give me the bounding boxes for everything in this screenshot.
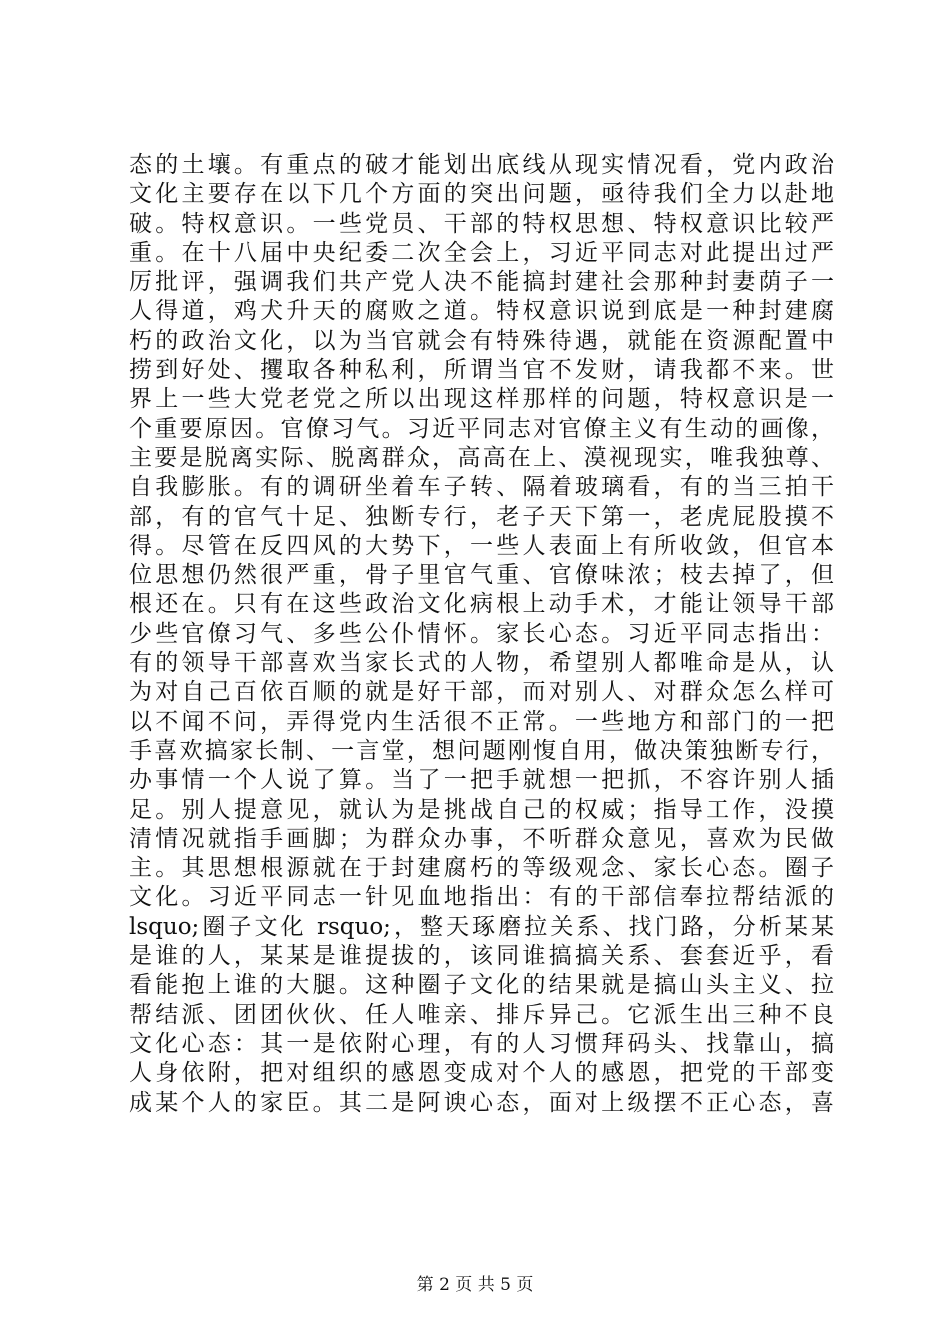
text-line: lsquo;圈子文化 rsquo;，整天琢磨拉关系、找门路，分析某某 [129,913,834,940]
text-line: 文化。习近平同志一针见血地指出：有的干部信奉拉帮结派的 [129,884,834,911]
text-line: 得。尽管在反四风的大势下，一些人表面上有所收敛，但官本 [129,532,834,559]
text-line: 态的土壤。有重点的破才能划出底线从现实情况看，党内政治 [129,152,834,178]
text-line: 根还在。只有在这些政治文化病根上动手术，才能让领导干部 [129,591,834,618]
text-line: 以不闻不问，弄得党内生活很不正常。一些地方和部门的一把 [129,708,834,735]
body-text [129,151,834,1118]
text-line: 看能抱上谁的大腿。这种圈子文化的结果就是搞山头主义、拉 [129,972,834,999]
text-line: 自我膨胀。有的调研坐着车子转、隔着玻璃看，有的当三拍干 [129,474,834,501]
text-line: 文化心态：其一是依附心理，有的人习惯拜码头、找靠山，搞 [129,1030,834,1057]
text-line: 界上一些大党老党之所以出现这样那样的问题，特权意识是一 [129,386,834,413]
text-line: 位思想仍然很严重，骨子里官气重、官僚味浓；枝去掉了，但 [129,562,834,589]
text-line: 足。别人提意见，就认为是挑战自己的权威；指导工作，没摸 [129,796,834,823]
text-line: 有的领导干部喜欢当家长式的人物，希望别人都唯命是从，认 [129,650,834,677]
text-line: 破。特权意识。一些党员、干部的特权思想、特权意识比较严 [129,210,834,237]
text-line: 帮结派、团团伙伙、任人唯亲、排斥异己。它派生出三种不良 [129,1001,834,1028]
text-line: 清情况就指手画脚；为群众办事，不听群众意见，喜欢为民做 [129,825,834,852]
text-line: 为对自己百依百顺的就是好干部，而对别人、对群众怎么样可 [129,679,834,706]
text-line: 成某个人的家臣。其二是阿谀心态，面对上级摆不正心态，喜 [129,1089,834,1116]
text-line: 个重要原因。官僚习气。习近平同志对官僚主义有生动的画像， [129,415,834,442]
text-line: 办事情一个人说了算。当了一把手就想一把抓，不容许别人插 [129,767,834,794]
text-line: 主要是脱离实际、脱离群众，高高在上、漠视现实，唯我独尊、 [129,444,834,471]
text-line: 文化主要存在以下几个方面的突出问题，亟待我们全力以赴地 [129,181,834,208]
text-line: 人身依附，把对组织的感恩变成对个人的感恩，把党的干部变 [129,1060,834,1087]
text-line: 主。其思想根源就在于封建腐朽的等级观念、家长心态。圈子 [129,855,834,882]
text-line: 人得道，鸡犬升天的腐败之道。特权意识说到底是一种封建腐 [129,298,834,325]
text-line: 朽的政治文化，以为当官就会有特殊待遇，就能在资源配置中 [129,327,834,354]
page-footer: 第 2 页 共 5 页 [416,1275,534,1295]
text-line: 部，有的官气十足、独断专行，老子天下第一，老虎屁股摸不 [129,503,834,530]
text-line: 厉批评，强调我们共产党人决不能搞封建社会那种封妻荫子一 [129,269,834,296]
text-line: 重。在十八届中央纪委二次全会上，习近平同志对此提出过严 [129,239,834,266]
text-line: 少些官僚习气、多些公仆情怀。家长心态。习近平同志指出： [129,620,834,647]
text-line: 手喜欢搞家长制、一言堂，想问题刚愎自用，做决策独断专行， [129,737,834,764]
text-line: 捞到好处、攫取各种私利，所谓当官不发财，请我都不来。世 [129,357,834,384]
text-line: 是谁的人，某某是谁提拔的，该同谁搞搞关系、套套近乎，看 [129,943,834,970]
